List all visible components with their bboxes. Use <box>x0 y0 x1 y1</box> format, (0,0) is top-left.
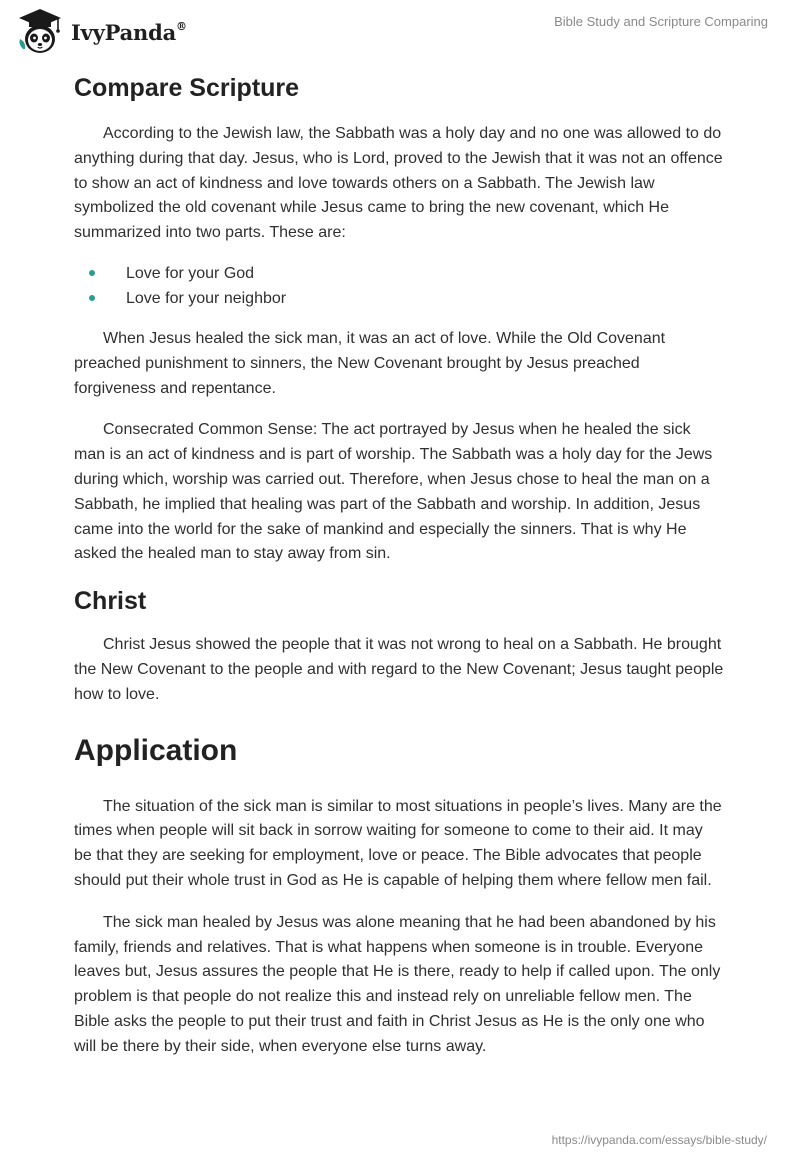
bullet-list <box>74 261 724 311</box>
list-item: Love for your neighbor <box>74 286 724 311</box>
heading-christ: Christ <box>74 587 147 616</box>
brand-name: IvyPanda® <box>71 19 187 45</box>
paragraph: The situation of the sick man is similar to most situations in people’s lives. Many are the times when people will sit back in sorrow waiting for someone to come to their aid. It may be that they are seeking for employment, love or peace. The Bible advocates that people should put their whole trust in God as He is capable of helping them where fellow men fail. <box>74 797 722 889</box>
paragraph: Christ Jesus showed the people that it was not wrong to heal on a Sabbath. He brought the New Covenant to the people and with regard to the New Covenant; Jesus taught people how to love. <box>74 636 724 703</box>
paragraph: When Jesus healed the sick man, it was an act of love. While the Old Covenant preached punishment to sinners, the New Covenant brought by Jesus preached forgiveness and repentance. <box>74 329 666 397</box>
source-url[interactable]: https://ivypanda.com/essays/bible-study/ <box>551 1133 767 1147</box>
article-body <box>74 68 724 1060</box>
paragraph: The sick man healed by Jesus was alone meaning that he had been abandoned by his family, friends and relatives. That is what happens when someone is in trouble. Everyone leaves but, Jesus assures the people that He is there, ready to help if called upon. The only problem is that people do not realize this and instead rely on unreliable fellow men. The Bible asks the people to put their trust and faith in Christ Jesus as He is the only one who will be there by their side, when everyone else turns away. <box>74 913 721 1055</box>
bullet-icon <box>89 295 95 301</box>
panda-logo-icon <box>14 6 66 58</box>
bullet-icon <box>89 270 95 276</box>
page-header <box>0 0 800 60</box>
paragraph: According to the Jewish law, the Sabbath was a holy day and no one was allowed to do anything during that day. Jesus, who is Lord, proved to the Jewish that it was not an offence to show an act of kindness and love towards others on a Sabbath. The Jewish law symbolized the old covenant while Jesus came to bring the new covenant, which He summarized into two parts. These are: <box>74 125 723 242</box>
list-item: Love for your God <box>74 261 724 286</box>
brand-logo[interactable] <box>14 6 187 58</box>
heading-compare-scripture: Compare Scripture <box>74 74 300 102</box>
paragraph: Consecrated Common Sense: The act portrayed by Jesus when he healed the sick man is an act of kindness and is part of worship. The Sabbath was a holy day for the Jews during which, worship was carried out. Therefore, when Jesus chose to heal the man on a Sabbath, he implied that healing was part of the Sabbath and worship. In addition, Jesus came into the world for the sake of mankind and especially the sinners. That is why He asked the healed man to stay away from sin. <box>74 421 713 563</box>
document-title: Bible Study and Scripture Comparing <box>554 14 768 29</box>
heading-application: Application <box>74 733 238 767</box>
